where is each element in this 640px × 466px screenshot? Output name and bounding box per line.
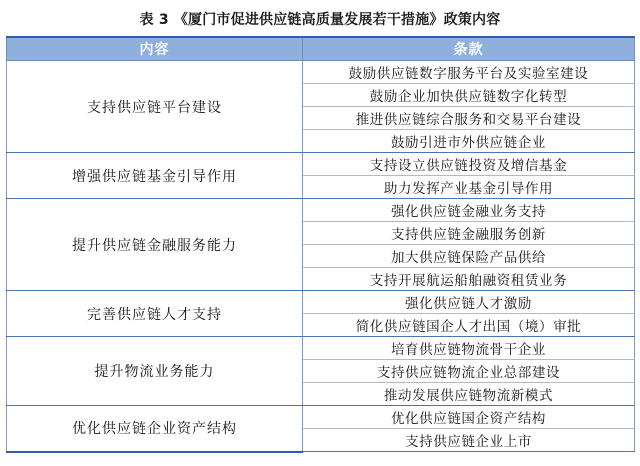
clause-cell: 简化供应链国企人才出国（境）审批 bbox=[303, 314, 635, 337]
header-row bbox=[7, 37, 635, 61]
category-cell: 提升物流业务能力 bbox=[7, 337, 303, 406]
clause-cell: 优化供应链国企资产结构 bbox=[303, 406, 635, 429]
clause-cell: 支持供应链企业上市 bbox=[303, 429, 635, 452]
table-caption: 表 3 《厦门市促进供应链高质量发展若干措施》政策内容 bbox=[139, 12, 501, 28]
clause-cell: 支持设立供应链投资及增信基金 bbox=[303, 153, 635, 176]
clause-cell: 鼓励企业加快供应链数字化转型 bbox=[303, 84, 635, 107]
table-row bbox=[7, 61, 635, 84]
category-cell: 完善供应链人才支持 bbox=[7, 291, 303, 337]
category-cell: 增强供应链基金引导作用 bbox=[7, 153, 303, 199]
category-cell: 支持供应链平台建设 bbox=[7, 61, 303, 153]
clause-cell: 支持供应链金融服务创新 bbox=[303, 222, 635, 245]
clause-cell: 支持供应链物流企业总部建设 bbox=[303, 360, 635, 383]
clause-cell: 推动发展供应链物流新模式 bbox=[303, 383, 635, 406]
table-row bbox=[7, 153, 635, 176]
clause-cell: 助力发挥产业基金引导作用 bbox=[303, 176, 635, 199]
table-row bbox=[7, 199, 635, 222]
header-clauses: 条款 bbox=[303, 37, 635, 61]
clause-cell: 鼓励引进市外供应链企业 bbox=[303, 130, 635, 153]
clause-cell: 加大供应链保险产品供给 bbox=[303, 245, 635, 268]
clause-cell: 推进供应链综合服务和交易平台建设 bbox=[303, 107, 635, 130]
table-row bbox=[7, 291, 635, 314]
category-cell: 提升供应链金融服务能力 bbox=[7, 199, 303, 291]
clause-cell: 鼓励供应链数字服务平台及实验室建设 bbox=[303, 61, 635, 84]
header-content: 内容 bbox=[7, 37, 303, 61]
clause-cell: 培育供应链物流骨干企业 bbox=[303, 337, 635, 360]
table-row bbox=[7, 337, 635, 360]
clause-cell: 强化供应链金融业务支持 bbox=[303, 199, 635, 222]
table-row bbox=[7, 406, 635, 429]
clause-cell: 支持开展航运船舶融资租赁业务 bbox=[303, 268, 635, 291]
clause-cell: 强化供应链人才激励 bbox=[303, 291, 635, 314]
policy-table bbox=[6, 36, 635, 453]
category-cell: 优化供应链企业资产结构 bbox=[7, 406, 303, 452]
